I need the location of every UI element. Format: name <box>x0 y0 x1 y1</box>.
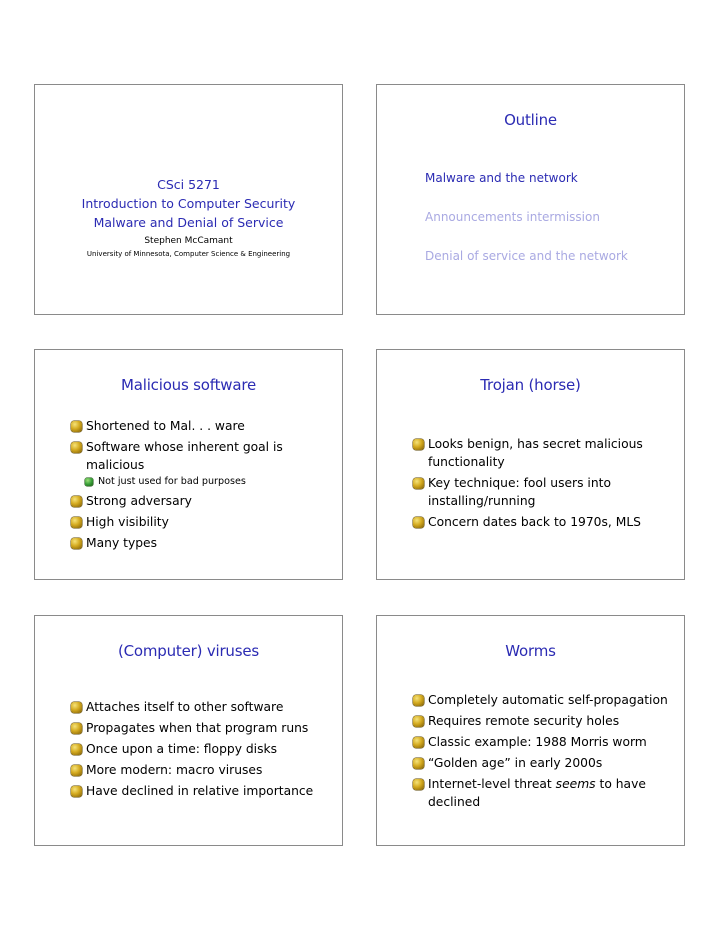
bullet-icon <box>413 779 424 790</box>
bullet-list <box>413 691 674 814</box>
list-item: More modern: macro viruses <box>71 761 332 779</box>
bullet-icon <box>71 421 82 432</box>
list-item: Internet-level threat seems to have declined <box>413 775 674 811</box>
outline-item-dos: Denial of service and the network <box>425 249 628 263</box>
slide-heading: (Computer) viruses <box>117 642 260 660</box>
list-item: Looks benign, has secret malicious functionality <box>413 435 674 471</box>
slide-heading: Worms <box>505 642 556 660</box>
slide-title <box>34 84 343 315</box>
outline-item-malware: Malware and the network <box>425 171 578 185</box>
slide-malicious-software <box>34 349 343 580</box>
bullet-icon <box>413 716 424 727</box>
list-item: Classic example: 1988 Morris worm <box>413 733 674 751</box>
list-item: Attaches itself to other software <box>71 698 332 716</box>
bullet-icon <box>71 442 82 453</box>
bullet-icon <box>413 517 424 528</box>
bullet-icon <box>413 478 424 489</box>
list-item: Shortened to Mal. . . ware <box>71 417 332 435</box>
list-item: Requires remote security holes <box>413 712 674 730</box>
bullet-icon <box>413 758 424 769</box>
author-name: Stephen McCamant <box>144 236 233 246</box>
list-item: Propagates when that program runs <box>71 719 332 737</box>
slide-trojan <box>376 349 685 580</box>
bullet-icon <box>71 744 82 755</box>
slide-viruses <box>34 615 343 846</box>
bullet-icon <box>71 723 82 734</box>
course-title: Introduction to Computer Security <box>81 196 296 211</box>
bullet-icon <box>413 695 424 706</box>
slide-worms <box>376 615 685 846</box>
list-item: Key technique: fool users into installing/running <box>413 474 674 510</box>
title-block <box>35 175 342 258</box>
bullet-icon <box>71 538 82 549</box>
slide-heading: Outline <box>504 111 557 129</box>
slide-heading: Malicious software <box>121 376 256 394</box>
bullet-icon <box>413 737 424 748</box>
course-number: CSci 5271 <box>157 177 220 192</box>
bullet-icon <box>71 786 82 797</box>
slide-heading: Trojan (horse) <box>480 376 581 394</box>
list-item: Strong adversary <box>71 492 332 510</box>
bullet-list <box>413 435 674 534</box>
bullet-list <box>71 417 332 555</box>
list-item: Have declined in relative importance <box>71 782 332 800</box>
affiliation: University of Minnesota, Computer Science & Engineering <box>86 250 291 258</box>
lecture-title: Malware and Denial of Service <box>93 215 284 230</box>
list-item: Software whose inherent goal is malicious <box>71 438 332 474</box>
sub-list-item: Not just used for bad purposes <box>71 475 332 488</box>
list-item: Completely automatic self-propagation <box>413 691 674 709</box>
outline-item-announcements: Announcements intermission <box>425 210 600 224</box>
slide-outline <box>376 84 685 315</box>
list-item: Once upon a time: floppy disks <box>71 740 332 758</box>
bullet-icon <box>71 517 82 528</box>
list-item: Many types <box>71 534 332 552</box>
bullet-icon <box>413 439 424 450</box>
list-item: Concern dates back to 1970s, MLS <box>413 513 674 531</box>
bullet-icon <box>71 702 82 713</box>
bullet-icon <box>71 496 82 507</box>
bullet-icon <box>71 765 82 776</box>
bullet-list <box>71 698 332 803</box>
list-item: High visibility <box>71 513 332 531</box>
list-item: “Golden age” in early 2000s <box>413 754 674 772</box>
sub-bullet-icon <box>85 478 93 486</box>
